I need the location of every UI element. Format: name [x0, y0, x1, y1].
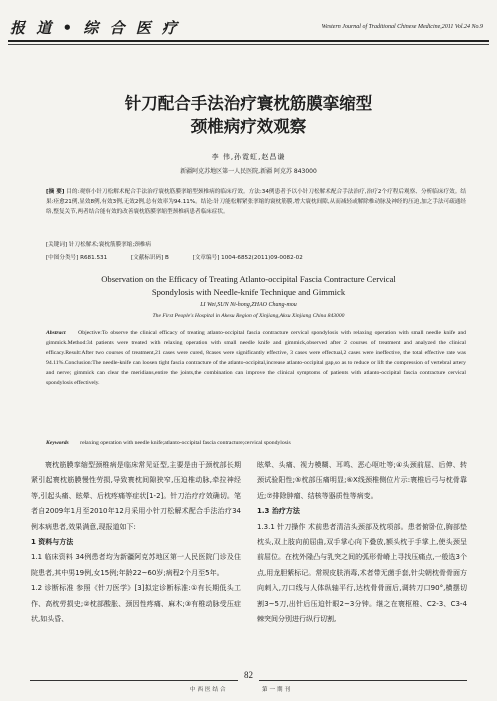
diagnostic-criteria-paragraph: 1.2 诊断标准 参照《针刀医学》[3]拟定诊断标准:①有长期低头工作、高枕劳损史;②枕部酸胀、颈因性疼痛、麻木;③有椎动脉受压症状,如头昏、 — [31, 584, 241, 624]
article-number: [文章编号] 1004-6852(2011)09-0082-02 — [192, 255, 303, 261]
abstract-en — [46, 329, 466, 388]
clinical-data-paragraph: 1.1 临床资料 34例患者均为新疆阿克苏地区第一人民医院门诊及住院患者,其中男19例,女15例;年龄22~60岁;病程2个月至5年。 — [31, 553, 241, 577]
keywords-en — [46, 440, 466, 446]
abstract-cn — [46, 187, 466, 218]
affiliation-en: The First People's Hospital in Akesu Region of Xinjiang,Aksu Xinjiang China 843000 — [152, 313, 345, 319]
article-title-en — [40, 273, 457, 299]
keywords-en-text: relaxing operation with needle knife;atlanto-occipital fascia contracture;cervical spondylosis — [80, 440, 291, 446]
document-code: [文献标识码] B — [130, 255, 169, 261]
journal-citation-header: Western Journal of Traditional Chinese Medicine,2011 Vol.24 No.9 — [321, 24, 483, 30]
article-title-cn — [0, 92, 497, 138]
abstract-en-text: Objective:To observe the clinical efficacy of treating atlanto-occipital fascia contracture cervical spondylosis with relaxing operation with small needle knife and gimmick.Method:34 patients were treated with relaxing operation with small needle knife and gimmick,observed after 2 courses of treatment and analyzed the clinical efficacy.Result:After two courses of treatment,21 cases were cured, 8cases were significantly effective, 3 cases were effectual,2 cases were ineffective, the total effective rate was 94.11%.Conclusion:The needle-knife can loosen tight fascia contracture of the atlanto-occipital,increase atlanto-occipital gap,so as to reduce or lift the compression of vertebral artery and nerve; gimmick can clear the meridians,entire the joints,the combination can improve the clinical symptoms of patients with atlanto-occipital fascia contracture cervical spondylosis effectively. — [46, 330, 467, 386]
abstract-cn-label: [摘 要] — [46, 189, 65, 195]
authors-cn: 李 伟,孙霓虹,赵昌谦 — [211, 153, 286, 161]
section-heading-treatment: 1.3 治疗方法 — [257, 507, 300, 516]
page-number: 82 — [244, 670, 253, 680]
abstract-en-label: Abstract — [46, 330, 66, 336]
body-column-right — [257, 458, 467, 627]
title-en-line-1: Observation on the Efficacy of Treating Atlanto-occipital Fascia Contracture Cervical — [101, 274, 396, 284]
affiliation-cn: 新疆阿克苏地区第一人民医院,新疆 阿克苏 843000 — [180, 168, 317, 175]
abstract-cn-text: 目的:观察小针刀松解术配合手法治疗寰枕筋膜挛缩型颈椎病的临床疗效。方法:34例患者予以小针刀松解术配合手法治疗,治疗2个疗程后观察、分析临床疗效。结果:痊愈21例,显效8例,有效3例,无效2例,总有效率为94.11%。结论:针刀能松解紧张挛缩的寰枕筋膜,增大寰枕间隙,从而减轻或解除椎动脉及神经的压迫,加之手法可疏通经络,整复关节,两者结合能有效的改善寰枕筋膜挛缩型颈椎病患者临床症状。 — [46, 189, 467, 216]
header-rule-thin — [8, 44, 489, 45]
title-cn-line-1: 针刀配合手法治疗寰枕筋膜挛缩型 — [124, 94, 373, 113]
needle-knife-operation-paragraph: 1.3.1 针刀操作 术前患者清洁头颈部及枕项部。患者俯卧位,胸部垫枕头,双上肢向前屈曲,双手掌心向下叠放,额头枕于手掌上,使头颈呈前屈位。在枕外隆凸与乳突之间的弧形骨嵴上寻找压痛点,一般选3个点,用龙胆紫标记。常规皮肤消毒,术者带无菌手套,针尖朝枕骨骨面方向刺入,刀口线与人体纵轴平行,达枕骨骨面后,调转刀口90°,横摆切割3~5刀,出针后压迫针眼2~3分钟。继之在寰枢椎、C2-3、C3-4棘突间分别进行纵行切割, — [257, 522, 467, 624]
title-en-line-2: Spondylosis with Needle-knife Technique and Gimmick — [151, 287, 346, 297]
footer-left-label: 中西医结合 — [190, 687, 228, 693]
authors-en: LI Wei,SUN Ni-hong,ZHAO Chang-mou — [200, 302, 297, 308]
clc-number: [中图分类号] R681.531 — [46, 255, 108, 261]
header-rule — [8, 40, 489, 42]
title-cn-line-2: 颈椎病疗效观察 — [190, 117, 307, 136]
section-heading-materials-methods: 1 资料与方法 — [31, 538, 74, 547]
keywords-cn: [关键词] 针刀松解术;寰枕筋膜挛缩;颈椎病 — [46, 242, 152, 248]
journal-section-title: 报 道 • 综 合 医 疗 — [10, 19, 180, 37]
keywords-en-label: Keywords — [46, 440, 69, 446]
criteria-continued-paragraph: 眩晕、头痛、视力模糊、耳鸣、恶心呕吐等;④头颈前屈、后伸、转颈试验阳性;⑤枕部压痛明显;⑥X线颈椎侧位片示:寰椎后弓与枕骨靠近;⑦排除肿瘤、结核等器质性等病变。 — [257, 461, 467, 500]
intro-paragraph: 寰枕筋膜挛缩型颈椎病是临床常见证型,主要是由于颈枕部长期紧引起寰枕筋膜慢性劳损,导致寰枕间隙狭窄,压迫椎动脉,牵拉神经等,引起头痛、眩晕、后枕疼痛等症状[1-2]。针刀治疗疗效确切。笔者自2009年1月至2010年12月采用小针刀松解术配合手法治疗34例本病患者,效果满意,现报道如下: — [31, 461, 241, 531]
classification-line — [46, 253, 466, 261]
body-column-left — [31, 458, 241, 627]
footer-right-label: 第一期刊 — [262, 687, 293, 693]
